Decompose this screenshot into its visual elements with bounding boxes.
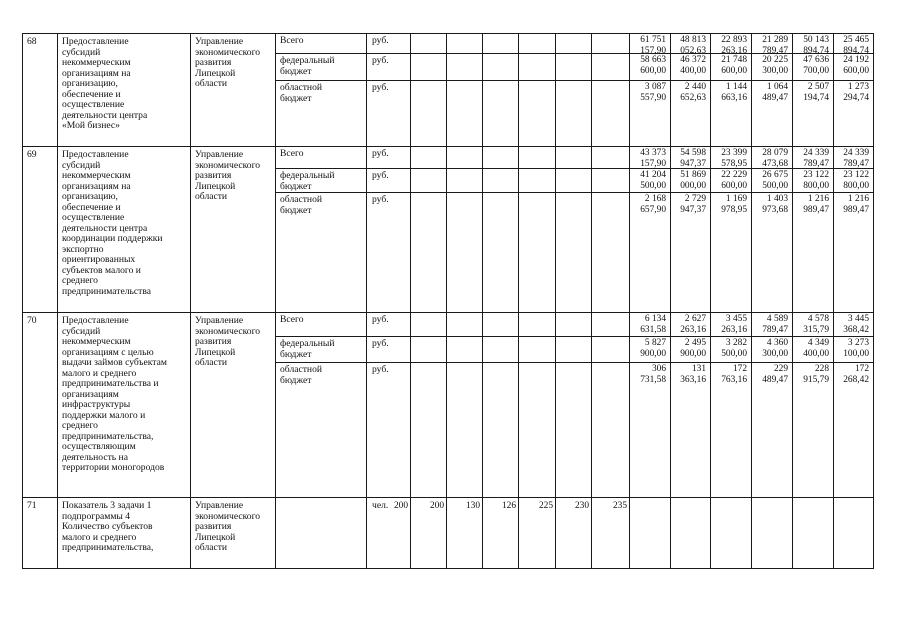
executor-line: области (195, 542, 228, 553)
amount-fraction: 989,47 (803, 204, 829, 215)
indicator-value: 230 (574, 501, 589, 511)
amount-integer: 5 827 (644, 338, 666, 348)
amount-fraction: 500,00 (762, 180, 788, 191)
measure-title-line: территории моногородов (62, 462, 165, 473)
amount-integer: 131 (691, 364, 706, 374)
row-number: 70 (27, 315, 37, 326)
column-rule (190, 33, 191, 568)
measure-title-line: малого и среднего (62, 367, 137, 379)
amount-integer: 4 360 (766, 338, 788, 348)
amount-integer: 51 869 (680, 170, 706, 180)
measure-title-line: Предоставление (62, 36, 129, 47)
amount-integer: 2 507 (807, 82, 829, 92)
column-rule (591, 33, 592, 568)
funding-source-line: бюджет (280, 204, 312, 216)
row-rule (22, 146, 874, 147)
indicator-value: 200 (429, 501, 444, 511)
amount-fraction: 900,00 (640, 348, 666, 359)
amount-integer: 1 273 (847, 82, 869, 92)
executor-line: Липецкой (195, 346, 236, 358)
amount-fraction: 263,16 (721, 324, 747, 335)
unit-label: руб. (372, 194, 389, 205)
subrow-rule (275, 192, 874, 193)
executor-line: Липецкой (195, 67, 236, 79)
measure-title-line: обеспечение и (62, 201, 121, 213)
funding-source-line: Всего (280, 148, 304, 159)
amount-integer: 3 282 (725, 338, 747, 348)
executor-line: развития (195, 57, 232, 68)
amount-integer: 54 598 (680, 148, 706, 158)
funding-source-line: Всего (280, 314, 304, 325)
column-rule (518, 33, 519, 568)
measure-title-line: деятельности центра (62, 222, 148, 234)
amount-integer: 1 169 (725, 194, 747, 204)
amount-integer: 229 (773, 364, 788, 374)
funding-source-line: федеральный (280, 338, 335, 349)
funding-source-line: областной (280, 364, 323, 375)
subrow-rule (275, 362, 874, 363)
amount-integer: 46 372 (680, 55, 706, 65)
amount-fraction: 557,90 (640, 92, 666, 103)
amount-fraction: 363,16 (680, 374, 706, 385)
executor-line: экономического (195, 159, 261, 171)
amount-integer: 228 (814, 364, 829, 374)
executor-line: экономического (195, 325, 261, 337)
measure-title-line: субсидий (62, 46, 101, 58)
amount-fraction: 368,42 (843, 324, 869, 335)
amount-integer: 22 229 (721, 170, 747, 180)
unit-label: руб. (372, 364, 389, 375)
column-rule (366, 33, 367, 568)
table-top-border (22, 33, 874, 34)
indicator-value: 126 (501, 501, 516, 511)
column-rule (710, 33, 711, 568)
amount-fraction: 631,58 (640, 324, 666, 335)
amount-fraction: 700,00 (803, 65, 829, 76)
funding-source-line: бюджет (280, 92, 312, 104)
amount-integer: 4 589 (766, 314, 788, 324)
amount-integer: 3 273 (847, 338, 869, 348)
amount-integer: 21 748 (721, 55, 747, 65)
amount-fraction: 500,00 (721, 348, 747, 359)
amount-fraction: 894,74 (843, 45, 869, 56)
amount-integer: 3 455 (725, 314, 747, 324)
funding-source-line: Всего (280, 35, 304, 46)
amount-integer: 22 893 (721, 35, 747, 45)
measure-title-line: организацию, (62, 191, 118, 202)
column-rule (22, 33, 23, 568)
amount-fraction: 300,00 (762, 65, 788, 76)
measure-title-line: организациям с целью (62, 346, 154, 358)
amount-integer: 6 134 (644, 314, 666, 324)
measure-title-line: некоммерческим (62, 57, 131, 68)
measure-title-line: некоммерческим (62, 336, 131, 347)
row-number: 71 (27, 500, 37, 511)
executor-line: развития (195, 336, 232, 347)
amount-integer: 1 403 (766, 194, 788, 204)
amount-fraction: 268,42 (843, 374, 869, 385)
amount-integer: 172 (854, 364, 869, 374)
column-rule (873, 33, 874, 568)
executor-line: Управление (195, 149, 244, 160)
unit-label: чел. (372, 500, 389, 511)
measure-title-line: организациям на (62, 180, 131, 192)
measure-title-line: субсидий (62, 325, 101, 337)
measure-title-line: организациям (62, 388, 119, 400)
amount-integer: 61 751 (640, 35, 666, 45)
unit-label: руб. (372, 55, 389, 66)
amount-integer: 47 636 (803, 55, 829, 65)
amount-fraction: 789,47 (762, 45, 788, 56)
measure-title-line: осуществляющим (62, 441, 136, 452)
amount-integer: 43 373 (640, 148, 666, 158)
executor-line: экономического (195, 510, 261, 522)
measure-title-line: ориентированных (62, 254, 136, 265)
measure-title-line: организациям на (62, 67, 131, 79)
amount-fraction: 789,47 (803, 158, 829, 169)
executor-line: развития (195, 170, 232, 181)
amount-fraction: 600,00 (640, 65, 666, 76)
subrow-rule (275, 80, 874, 81)
amount-fraction: 600,00 (721, 180, 747, 191)
executor-line: Липецкой (195, 180, 236, 192)
amount-fraction: 294,74 (843, 92, 869, 103)
measure-title-line: Предоставление (62, 149, 129, 160)
measure-title-line: деятельность на (62, 451, 128, 463)
amount-integer: 2 168 (644, 194, 666, 204)
funding-source-line: бюджет (280, 180, 312, 192)
amount-fraction: 157,90 (640, 45, 666, 56)
measure-title-line: Предоставление (62, 315, 129, 326)
column-rule (57, 33, 58, 568)
amount-fraction: 789,47 (762, 324, 788, 335)
measure-title-line: среднего (62, 420, 98, 431)
amount-fraction: 989,47 (843, 204, 869, 215)
row-rule (22, 312, 874, 313)
amount-fraction: 263,16 (721, 45, 747, 56)
row-rule (22, 568, 874, 569)
row-number: 69 (27, 149, 37, 160)
measure-title-line: малого и среднего (62, 531, 137, 543)
column-rule (629, 33, 630, 568)
executor-line: экономического (195, 46, 261, 58)
measure-title-line: поддержки малого и (62, 409, 146, 421)
amount-integer: 41 204 (640, 170, 666, 180)
measure-title-line: деятельности центра (62, 109, 148, 121)
amount-integer: 4 578 (807, 314, 829, 324)
column-rule (275, 33, 276, 568)
measure-title-line: Количество субъектов (62, 521, 153, 532)
executor-line: Управление (195, 36, 244, 47)
amount-fraction: 800,00 (803, 180, 829, 191)
executor-line: развития (195, 521, 232, 532)
amount-fraction: 663,16 (721, 92, 747, 103)
measure-title-line: экспортно (62, 243, 104, 255)
executor-line: Управление (195, 500, 244, 511)
unit-label: руб. (372, 170, 389, 181)
amount-fraction: 489,47 (762, 92, 788, 103)
amount-fraction: 947,37 (680, 158, 706, 169)
measure-title-line: осуществление (62, 99, 125, 110)
indicator-value: 225 (538, 501, 553, 511)
column-rule (446, 33, 447, 568)
unit-label: руб. (372, 314, 389, 325)
amount-integer: 172 (732, 364, 747, 374)
measure-title-line: субъектов малого и (62, 264, 141, 276)
amount-integer: 28 079 (762, 148, 788, 158)
amount-fraction: 400,00 (680, 65, 706, 76)
amount-fraction: 978,95 (721, 204, 747, 215)
measure-title-line: субсидий (62, 159, 101, 171)
amount-integer: 58 663 (640, 55, 666, 65)
measure-title-line: среднего (62, 275, 98, 286)
amount-integer: 2 495 (684, 338, 706, 348)
amount-integer: 23 122 (803, 170, 829, 180)
measure-title-line: обеспечение и (62, 88, 121, 100)
amount-fraction: 657,90 (640, 204, 666, 215)
measure-title-line: организацию, (62, 78, 118, 89)
amount-fraction: 800,00 (843, 180, 869, 191)
executor-line: области (195, 191, 228, 202)
amount-integer: 24 192 (843, 55, 869, 65)
measure-title-line: некоммерческим (62, 170, 131, 181)
measure-title-line: предпринимательства (62, 285, 152, 297)
measure-title-line: предпринимательства, (62, 542, 154, 553)
unit-label: руб. (372, 148, 389, 159)
amount-fraction: 600,00 (721, 65, 747, 76)
indicator-value: 235 (612, 501, 627, 511)
unit-label: руб. (372, 82, 389, 93)
amount-fraction: 315,79 (803, 324, 829, 335)
funding-source-line: федеральный (280, 170, 335, 181)
measure-title-line: координации поддержки (62, 233, 163, 244)
amount-fraction: 894,74 (803, 45, 829, 56)
column-rule (410, 33, 411, 568)
amount-fraction: 763,16 (721, 374, 747, 385)
amount-fraction: 473,68 (762, 158, 788, 169)
amount-integer: 2 627 (684, 314, 706, 324)
amount-fraction: 100,00 (843, 348, 869, 359)
measure-title-line: предпринимательства, (62, 430, 154, 442)
funding-source-line: областной (280, 194, 323, 205)
amount-integer: 24 339 (803, 148, 829, 158)
amount-fraction: 731,58 (640, 374, 666, 385)
unit-label: руб. (372, 35, 389, 46)
measure-title-line: подпрограммы 4 (62, 510, 131, 522)
amount-integer: 4 349 (807, 338, 829, 348)
measure-title-line: выдачи займов субъектам (62, 357, 167, 368)
amount-integer: 48 813 (680, 35, 706, 45)
column-rule (751, 33, 752, 568)
column-rule (792, 33, 793, 568)
funding-source-line: областной (280, 82, 323, 93)
amount-integer: 2 440 (684, 82, 706, 92)
amount-fraction: 915,79 (803, 374, 829, 385)
amount-fraction: 157,90 (640, 158, 666, 169)
indicator-value: 200 (393, 501, 408, 511)
column-rule (833, 33, 834, 568)
funding-source-line: бюджет (280, 374, 312, 386)
executor-line: области (195, 357, 228, 368)
amount-integer: 26 675 (762, 170, 788, 180)
amount-integer: 3 445 (847, 314, 869, 324)
amount-fraction: 900,00 (680, 348, 706, 359)
amount-integer: 50 143 (803, 35, 829, 45)
measure-title-line: инфраструктуры (62, 399, 131, 410)
measure-title-line: Показатель 3 задачи 1 (62, 500, 152, 511)
funding-source-line: бюджет (280, 65, 312, 77)
amount-integer: 3 087 (644, 82, 666, 92)
amount-integer: 23 122 (843, 170, 869, 180)
amount-integer: 21 289 (762, 35, 788, 45)
amount-fraction: 300,00 (762, 348, 788, 359)
amount-integer: 2 729 (684, 194, 706, 204)
amount-fraction: 789,47 (843, 158, 869, 169)
executor-line: Управление (195, 315, 244, 326)
amount-integer: 25 465 (843, 35, 869, 45)
amount-integer: 23 399 (721, 148, 747, 158)
measure-title-line: предпринимательства и (62, 378, 159, 389)
amount-fraction: 652,63 (680, 92, 706, 103)
executor-line: Липецкой (195, 531, 236, 543)
unit-label: руб. (372, 338, 389, 349)
amount-fraction: 489,47 (762, 374, 788, 385)
amount-integer: 1 216 (807, 194, 829, 204)
row-rule (22, 497, 874, 498)
funding-source-line: бюджет (280, 348, 312, 360)
amount-fraction: 578,95 (721, 158, 747, 169)
amount-fraction: 600,00 (843, 65, 869, 76)
amount-integer: 24 339 (843, 148, 869, 158)
column-rule (555, 33, 556, 568)
row-number: 68 (27, 36, 37, 47)
amount-fraction: 973,68 (762, 204, 788, 215)
amount-fraction: 194,74 (803, 92, 829, 103)
amount-fraction: 947,37 (680, 204, 706, 215)
subrow-rule (275, 336, 874, 337)
amount-integer: 1 144 (725, 82, 747, 92)
funding-source-line: федеральный (280, 55, 335, 66)
amount-integer: 306 (651, 364, 666, 374)
column-rule (482, 33, 483, 568)
indicator-value: 130 (465, 501, 480, 511)
executor-line: области (195, 78, 228, 89)
amount-integer: 1 064 (766, 82, 788, 92)
amount-integer: 20 225 (762, 55, 788, 65)
measure-title-line: «Мой бизнес» (62, 120, 120, 131)
measure-title-line: осуществление (62, 212, 125, 223)
amount-fraction: 400,00 (803, 348, 829, 359)
amount-fraction: 052,63 (680, 45, 706, 56)
column-rule (670, 33, 671, 568)
amount-fraction: 000,00 (680, 180, 706, 191)
amount-integer: 1 216 (847, 194, 869, 204)
amount-fraction: 500,00 (640, 180, 666, 191)
amount-fraction: 263,16 (680, 324, 706, 335)
